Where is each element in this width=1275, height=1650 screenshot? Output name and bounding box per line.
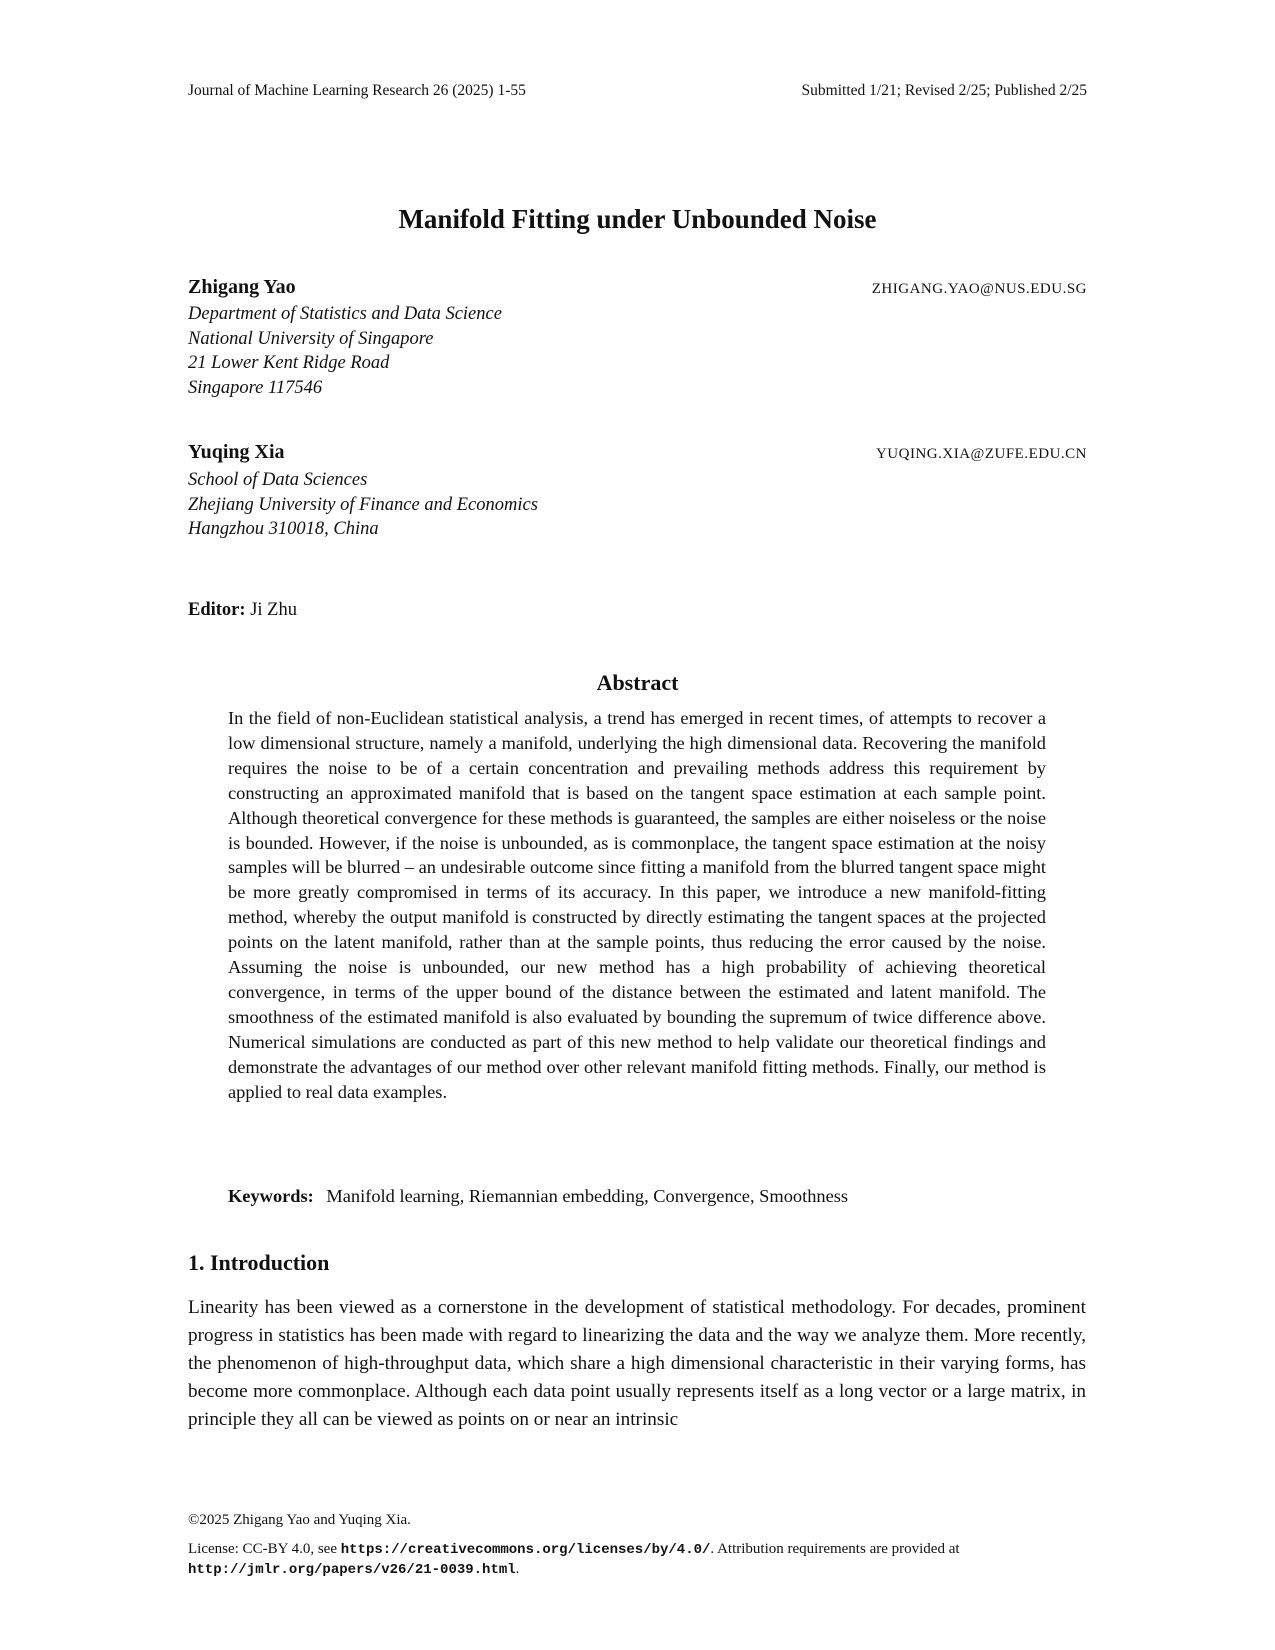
abstract-body bbox=[228, 706, 1046, 1105]
keywords-label: Keywords: bbox=[228, 1186, 314, 1206]
license-notice bbox=[188, 1540, 1088, 1580]
author-email[interactable]: ZHIGANG.YAO@NUS.EDU.SG bbox=[871, 281, 1087, 297]
section-text: Linearity has been viewed as a cornerstone in the development of statistical methodology. For decades, prominent progress in statistics has been made with regard to linearizing the data and the way we analyze them. More recently, the phenomenon of high-throughput data, which share a high dimensional characteristic in their varying forms, has become more commonplace. Although each data point usually represents itself as a long vector or a large matrix, in principle they all can be viewed as points on or near an intrinsic bbox=[188, 1297, 1086, 1430]
abstract-text: In the field of non-Euclidean statistical analysis, a trend has emerged in recent times, of attempts to recover a low dimensional structure, namely a manifold, underlying the high dimensional data. Recovering the manifold requires the noise to be of a certain concentration and prevailing methods address this requirement by constructing an approximated manifold that is based on the tangent space estimation at each sample point. Although theoretical convergence for these methods is guaranteed, the samples are either noiseless or the noise is bounded. However, if the noise is unbounded, as is commonplace, the tangent space estimation at the noisy samples will be blurred – an undesirable outcome since fitting a manifold from the blurred tangent space might be more greatly compromised in terms of its accuracy. In this paper, we introduce a new manifold-fitting method, whereby the output manifold is constructed by directly estimating the tangent spaces at the projected points on the latent manifold, rather than at the sample points, thus reducing the error caused by the noise. Assuming the noise is unbounded, our new method has a high probability of achieving theoretical convergence, in terms of the upper bound of the distance between the estimated and latent manifold. The smoothness of the estimated manifold is also evaluated by bounding the supremum of twice difference above. Numerical simulations are conducted as part of this new method to help validate our theoretical findings and demonstrate the advantages of our method over other relevant manifold fitting methods. Finally, our method is applied to real data examples. bbox=[228, 708, 1046, 1102]
license-link[interactable]: https://creativecommons.org/licenses/by/4.0/ bbox=[340, 1542, 711, 1558]
running-header-journal: Journal of Machine Learning Research 26 (2025) 1-55 bbox=[188, 82, 526, 99]
affiliation-line: School of Data Sciences bbox=[188, 470, 368, 490]
paper-title: Manifold Fitting under Unbounded Noise bbox=[398, 204, 877, 234]
license-prefix: License: CC-BY 4.0, see bbox=[188, 1541, 341, 1557]
keywords-line bbox=[228, 1186, 848, 1207]
affiliation-line: Zhejiang University of Finance and Economics bbox=[188, 494, 538, 515]
author-affiliation bbox=[188, 302, 502, 400]
section-body bbox=[188, 1294, 1086, 1434]
abstract-heading: Abstract bbox=[596, 670, 679, 695]
affiliation-line: 21 Lower Kent Ridge Road bbox=[188, 353, 390, 373]
affiliation-line: Department of Statistics and Data Science bbox=[188, 304, 502, 324]
running-header-dates: Submitted 1/21; Revised 2/25; Published 2/25 bbox=[801, 82, 1087, 99]
editor-name: Ji Zhu bbox=[250, 600, 297, 620]
section-heading: 1. Introduction bbox=[188, 1250, 330, 1275]
affiliation-line: National University of Singapore bbox=[188, 328, 434, 349]
copyright-notice: ©2025 Zhigang Yao and Yuqing Xia. bbox=[188, 1512, 411, 1528]
paper-link[interactable]: http://jmlr.org/papers/v26/21-0039.html bbox=[188, 1562, 516, 1578]
affiliation-line: Hangzhou 310018, China bbox=[188, 519, 379, 539]
keywords-list: Manifold learning, Riemannian embedding, Convergence, Smoothness bbox=[326, 1186, 849, 1206]
author-email[interactable]: YUQING.XIA@ZUFE.EDU.CN bbox=[875, 446, 1087, 462]
author-affiliation bbox=[188, 468, 538, 542]
license-end: . bbox=[515, 1561, 520, 1577]
editor-line bbox=[188, 600, 297, 621]
license-mid: . Attribution requirements are provided at bbox=[710, 1541, 960, 1557]
affiliation-line: Singapore 117546 bbox=[188, 377, 323, 398]
author-name: Zhigang Yao bbox=[188, 276, 296, 298]
author-name: Yuqing Xia bbox=[188, 441, 285, 463]
editor-label: Editor: bbox=[188, 600, 246, 620]
